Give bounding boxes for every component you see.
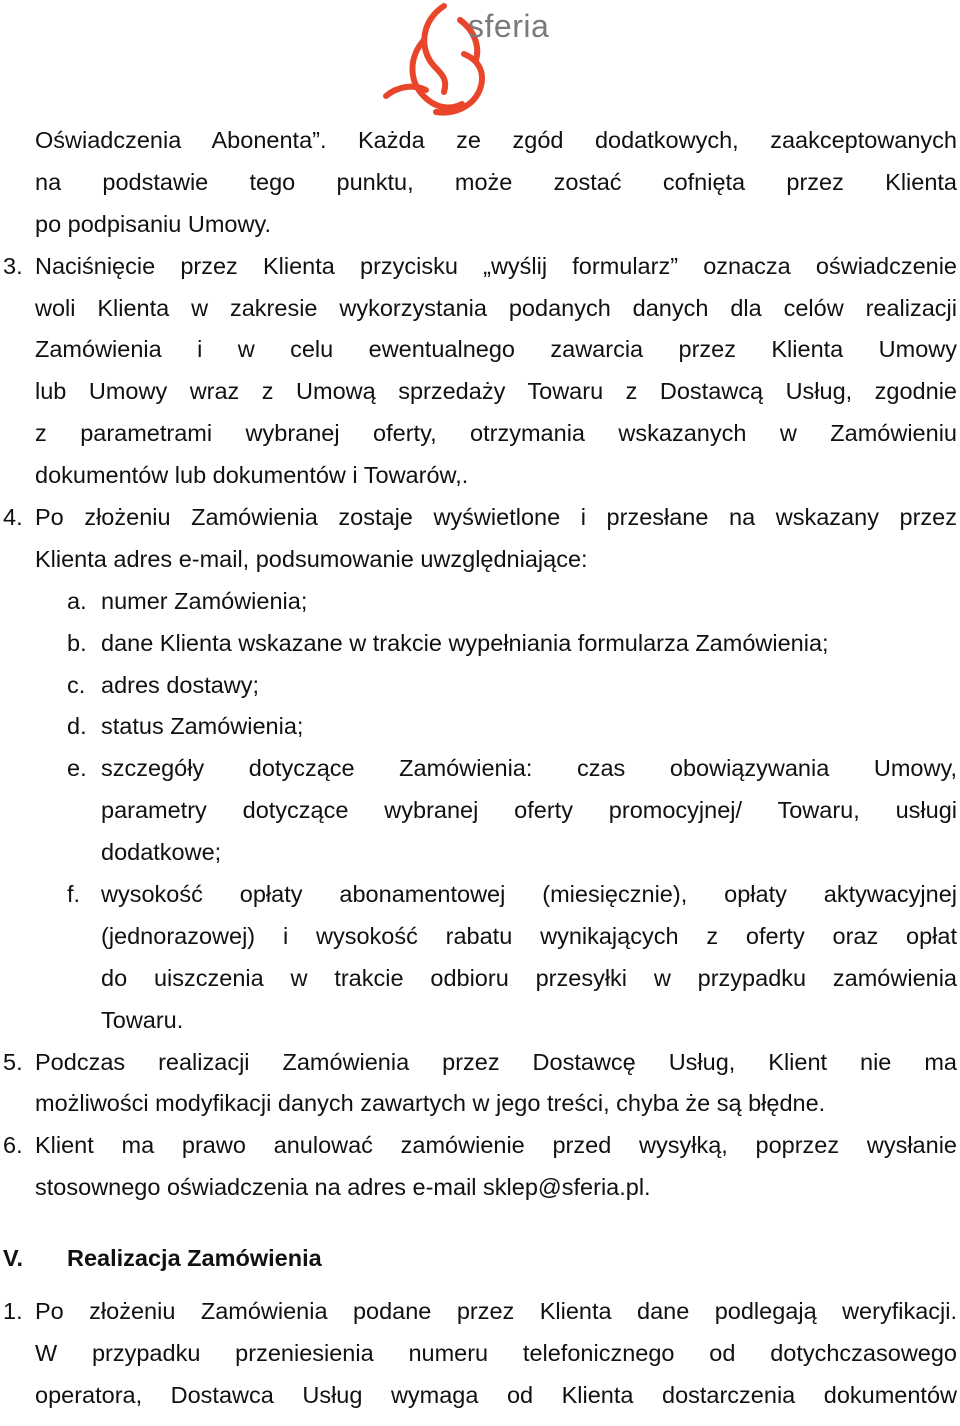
text-line bbox=[0, 832, 960, 874]
paragraph-text: Po złożeniu Zamówienia podane przez Klienta dane podlegają weryfikacji. bbox=[35, 1298, 957, 1325]
text-line bbox=[0, 1125, 960, 1167]
paragraph-text: (jednorazowej) i wysokość rabatu wynikających z oferty oraz opłat bbox=[101, 922, 957, 949]
text-line bbox=[0, 1333, 960, 1375]
paragraph-text: Podczas realizacji Zamówienia przez Dostawcę Usług, Klient nie ma bbox=[35, 1048, 957, 1075]
paragraph-text: status Zamówienia; bbox=[101, 713, 304, 740]
text-line bbox=[0, 455, 960, 497]
text-line bbox=[0, 1000, 960, 1042]
paragraph-text: wysokość opłaty abonamentowej (miesięcznie), opłaty aktywacyjnej bbox=[101, 881, 957, 908]
text-line bbox=[0, 539, 960, 581]
text-line bbox=[0, 1291, 960, 1333]
paragraph-text: Klient ma prawo anulować zamówienie przed wysyłką, poprzez wysłanie bbox=[35, 1132, 957, 1159]
paragraph-text: woli Klienta w zakresie wykorzystania podanych danych dla celów realizacji bbox=[35, 294, 957, 321]
paragraph-text: możliwości modyfikacji danych zawartych w jego treści, chyba że są błędne. bbox=[35, 1090, 826, 1117]
paragraph-text: adres dostawy; bbox=[101, 671, 260, 698]
sublist-letter: d. bbox=[67, 713, 87, 740]
text-line bbox=[0, 958, 960, 1000]
logo-wordmark: sferia bbox=[468, 8, 550, 44]
list-number: 1. bbox=[3, 1298, 23, 1325]
paragraph-text: z parametrami wybranej oferty, otrzymania wskazanych w Zamówieniu bbox=[35, 420, 957, 447]
list-number: 5. bbox=[3, 1048, 23, 1075]
paragraph-text: Naciśnięcie przez Klienta przycisku „wyślij formularz” oznacza oświadczenie bbox=[35, 252, 957, 279]
text-line bbox=[0, 1375, 960, 1417]
sublist-letter: a. bbox=[67, 587, 87, 614]
sublist-letter: e. bbox=[67, 755, 87, 782]
sublist-letter: c. bbox=[67, 671, 86, 698]
sublist-letter: f. bbox=[67, 881, 81, 908]
section-spacer bbox=[0, 1209, 960, 1238]
list-number: 4. bbox=[3, 504, 23, 531]
list-number: 3. bbox=[3, 252, 23, 279]
text-line bbox=[0, 916, 960, 958]
section-heading bbox=[0, 1238, 960, 1280]
paragraph-text: szczegóły dotyczące Zamówienia: czas obowiązywania Umowy, bbox=[101, 755, 957, 782]
text-line bbox=[0, 1042, 960, 1084]
paragraph-text: lub Umowy wraz z Umową sprzedaży Towaru z Dostawcą Usług, zgodnie bbox=[35, 378, 957, 405]
sublist-letter: b. bbox=[67, 629, 87, 656]
text-line bbox=[0, 497, 960, 539]
text-line bbox=[0, 581, 960, 623]
text-line bbox=[0, 706, 960, 748]
paragraph-text: W przypadku przeniesienia numeru telefonicznego od dotychczasowego bbox=[35, 1339, 957, 1366]
text-line bbox=[0, 623, 960, 665]
heading-spacer bbox=[0, 1280, 960, 1291]
paragraph-text: parametry dotyczące wybranej oferty promocyjnej/ Towaru, usługi bbox=[101, 797, 957, 824]
paragraph-text: Klienta adres e-mail, podsumowanie uwzględniające: bbox=[35, 545, 588, 572]
list-number: 6. bbox=[3, 1132, 23, 1159]
text-line bbox=[0, 162, 960, 204]
text-line bbox=[0, 1167, 960, 1209]
section-title: Realizacja Zamówienia bbox=[67, 1245, 322, 1272]
paragraph-text: na podstawie tego punktu, może zostać cofnięta przez Klienta bbox=[35, 168, 957, 195]
paragraph-text: po podpisaniu Umowy. bbox=[35, 210, 271, 237]
text-line bbox=[0, 413, 960, 455]
document-body bbox=[0, 120, 960, 1417]
paragraph-text: dane Klienta wskazane w trakcie wypełniania formularza Zamówienia; bbox=[101, 629, 829, 656]
text-line bbox=[0, 288, 960, 330]
text-line bbox=[0, 748, 960, 790]
paragraph-text: operatora, Dostawca Usług wymaga od Klienta dostarczenia dokumentów bbox=[35, 1381, 957, 1408]
paragraph-text: do uiszczenia w trakcie odbioru przesyłki w przypadku zamówienia bbox=[101, 964, 957, 991]
text-line bbox=[0, 329, 960, 371]
paragraph-text: numer Zamówienia; bbox=[101, 587, 308, 614]
text-line bbox=[0, 246, 960, 288]
paragraph-text: stosownego oświadczenia na adres e-mail sklep@sferia.pl. bbox=[35, 1174, 651, 1201]
paragraph-text: dodatkowe; bbox=[101, 839, 222, 866]
paragraph-text: Oświadczenia Abonenta”. Każda ze zgód dodatkowych, zaakceptowanych bbox=[35, 127, 957, 153]
paragraph-text: Towaru. bbox=[101, 1006, 184, 1033]
text-line bbox=[0, 371, 960, 413]
text-line bbox=[0, 120, 960, 162]
text-line bbox=[0, 1083, 960, 1125]
paragraph-text: dokumentów lub dokumentów i Towarów,. bbox=[35, 462, 469, 489]
text-line bbox=[0, 874, 960, 916]
text-line bbox=[0, 790, 960, 832]
text-line bbox=[0, 204, 960, 246]
paragraph-text: Po złożeniu Zamówienia zostaje wyświetlone i przesłane na wskazany przez bbox=[35, 504, 957, 531]
section-number: V. bbox=[3, 1245, 24, 1272]
paragraph-text: Zamówienia i w celu ewentualnego zawarcia przez Klienta Umowy bbox=[35, 336, 957, 363]
text-line bbox=[0, 665, 960, 707]
